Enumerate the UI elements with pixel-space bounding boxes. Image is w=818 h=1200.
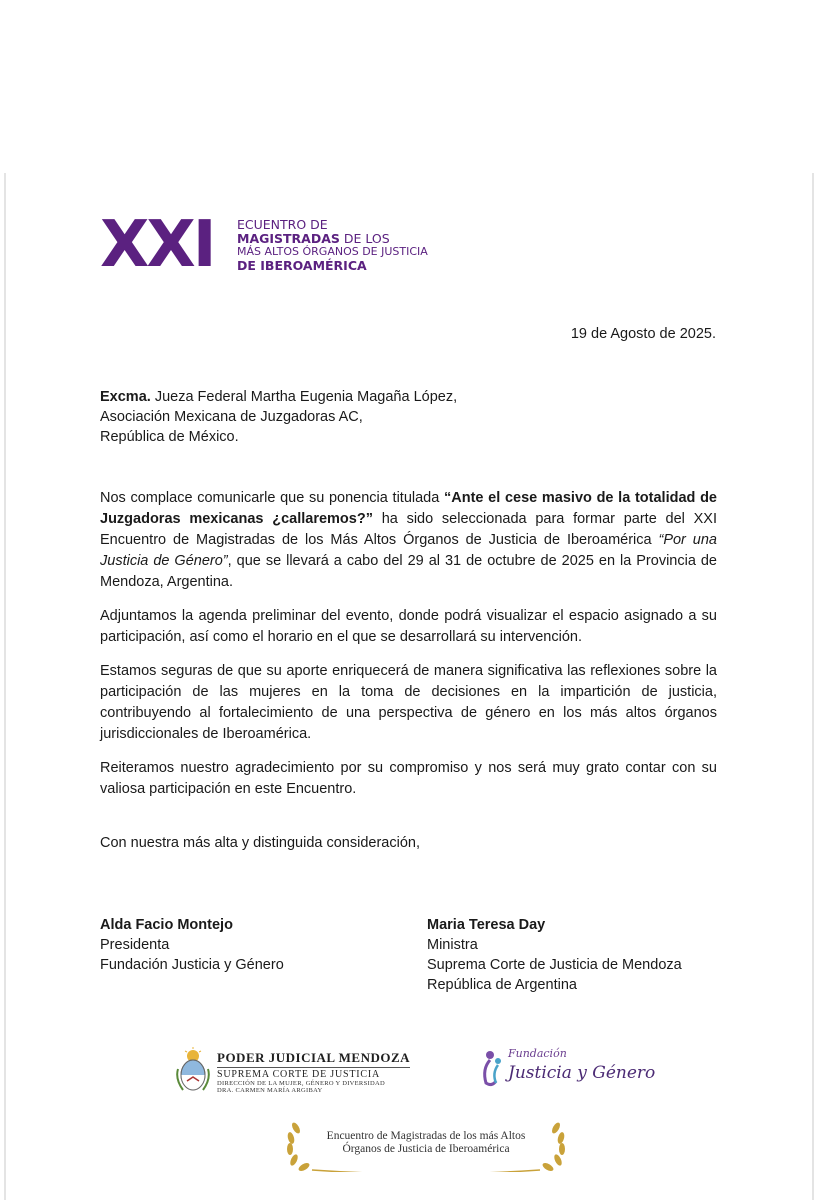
logo-text bbox=[237, 218, 537, 272]
recipient-block bbox=[100, 387, 457, 447]
logo-line-4: DE IBEROAMÉRICA bbox=[237, 257, 367, 273]
women-figures-icon bbox=[478, 1047, 508, 1091]
recipient-name: Jueza Federal Martha Eugenia Magaña López, bbox=[150, 389, 458, 405]
logo-line-1: ECUENTRO DE bbox=[237, 217, 328, 232]
signatory-country: República de Argentina bbox=[427, 977, 577, 993]
recipient-organization: Asociación Mexicana de Juzgadoras AC, bbox=[100, 409, 363, 425]
logo-line-3: MÁS ALTOS ÓRGANOS DE JUSTICIA bbox=[237, 245, 428, 258]
signature-right bbox=[427, 915, 682, 995]
paragraph-4: Reiteramos nuestro agradecimiento por su compromiso y nos será muy grato contar con su valiosa participación en este Encuentro. bbox=[100, 760, 717, 797]
signatory-name: Alda Facio Montejo bbox=[100, 917, 233, 933]
paragraph-1: Nos complace comunicarle que su ponencia titulada “Ante el cese masivo de la totalidad de Juzgadoras mexicanas ¿callaremos?” ha sido seleccionada para formar parte del XXI Encuentro de Magistradas de los Más Altos Órganos de Justicia de Iberoamérica “Por una Justicia de Género”, que se llevará a cabo del 29 al 31 de octubre de 2025 en la Provincia de Mendoza, Argentina. bbox=[100, 490, 717, 590]
event-motto: “Por una Justicia de Género” bbox=[100, 532, 717, 569]
fundacion-justicia-genero-logo: Fundación Justicia y Género bbox=[478, 1045, 658, 1095]
poder-judicial-logo bbox=[175, 1045, 415, 1105]
signatory-role: Ministra bbox=[427, 937, 478, 953]
page-edge-left bbox=[4, 173, 6, 1200]
recipient-prefix: Excma. bbox=[100, 389, 151, 405]
seal-text: Encuentro de Magistradas de los más Altos Órganos de Justicia de Iberoamérica bbox=[326, 1130, 526, 1155]
signatory-org: Suprema Corte de Justicia de Mendoza bbox=[427, 957, 682, 973]
closing-line: Con nuestra más alta y distinguida consideración, bbox=[100, 835, 420, 851]
paragraph-2: Adjuntamos la agenda preliminar del evento, donde podrá visualizar el espacio asignado a su participación, así como el horario en el que se desarrollará su intervención. bbox=[100, 608, 717, 645]
recipient-name-line bbox=[100, 387, 457, 407]
signature-left bbox=[100, 915, 284, 975]
paragraph-3: Estamos seguras de que su aporte enriquecerá de manera significativa las reflexiones sobre la participación de las mujeres en la toma de decisiones en la impartición de justicia, contribuyendo al fortalecimiento de una perspectiva de género en los más altos órganos jurisdiccionales de Iberoamérica. bbox=[100, 663, 717, 742]
letter-body bbox=[100, 488, 717, 813]
logo-roman-numeral: XXI bbox=[100, 208, 214, 282]
encuentro-seal bbox=[282, 1118, 570, 1172]
poder-judicial-text: PODER JUDICIAL MENDOZA SUPREMA CORTE DE JUSTICIA DIRECCIÓN DE LA MUJER, GÉNERO Y DIVERSIDAD DRA. CARMEN MARÍA ARGIBAY bbox=[217, 1050, 411, 1094]
signatory-org: Fundación Justicia y Género bbox=[100, 957, 284, 973]
argentina-coat-of-arms-icon bbox=[175, 1047, 211, 1093]
logo-line-2 bbox=[237, 232, 537, 246]
signatory-name: Maria Teresa Day bbox=[427, 917, 546, 933]
letter-date: 19 de Agosto de 2025. bbox=[570, 326, 716, 342]
signatory-role: Presidenta bbox=[100, 937, 170, 953]
talk-title: “Ante el cese masivo de la totalidad de Juzgadoras mexicanas ¿callaremos?” bbox=[100, 490, 717, 527]
logo-line-2-rest: DE LOS bbox=[339, 230, 390, 246]
page-edge-right bbox=[812, 173, 814, 1200]
logo-line-2-bold: MAGISTRADAS bbox=[237, 230, 340, 246]
recipient-country: República de México. bbox=[100, 429, 239, 445]
